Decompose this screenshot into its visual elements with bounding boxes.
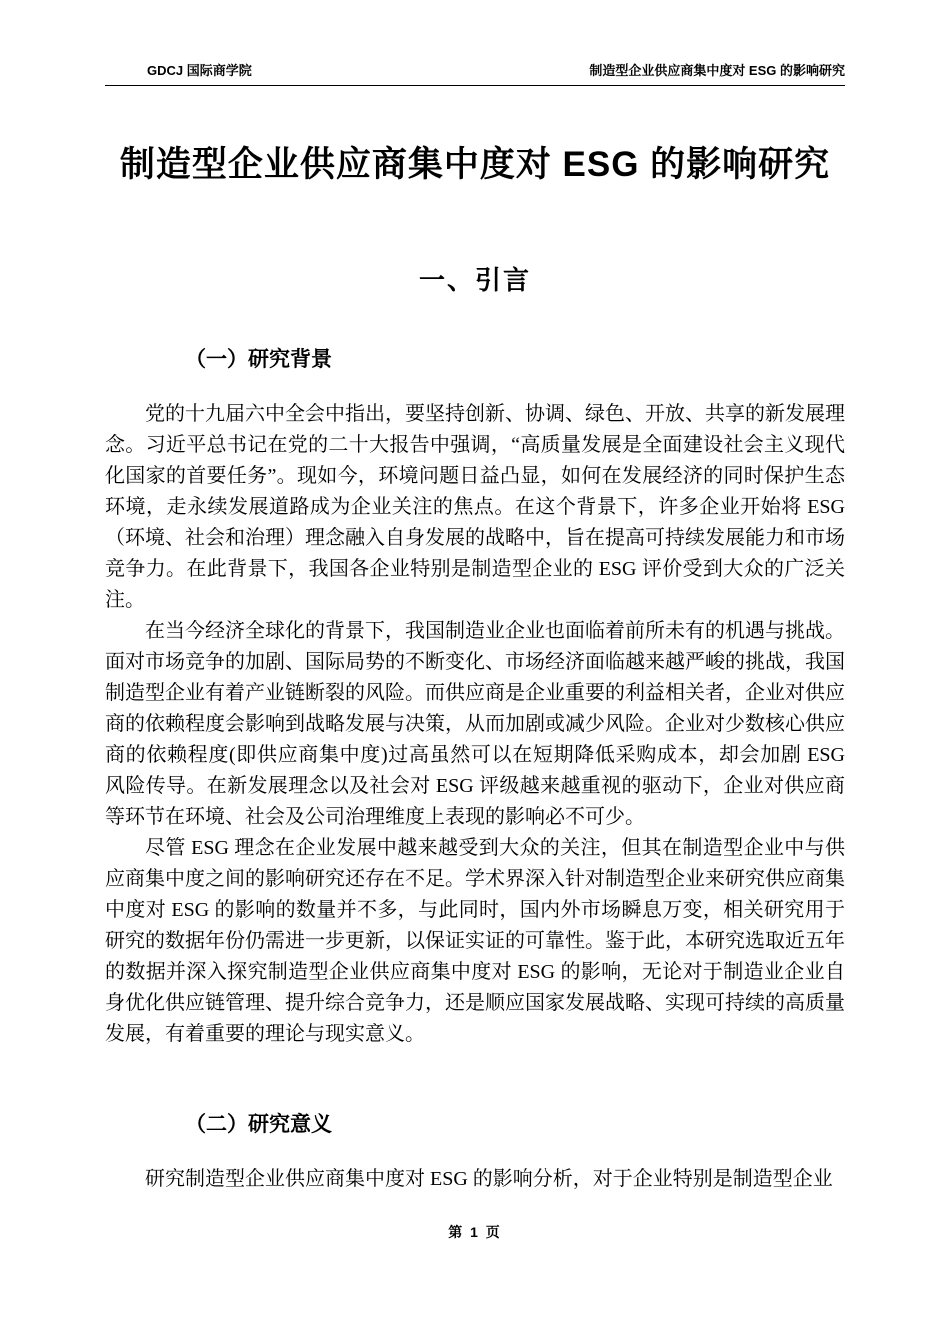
subsection-heading-research-background: （一）研究背景 [185, 348, 332, 371]
paragraph: 研究制造型企业供应商集中度对 ESG 的影响分析，对于企业特别是制造型企业 [145, 1168, 833, 1190]
section-heading-introduction: 一、引言 [418, 265, 531, 295]
paragraph: 在当今经济全球化的背景下，我国制造业企业也面临着前所未有的机遇与挑战。面对市场竞争的加剧、国际局势的不断变化、市场经济面临越来越严峻的挑战，我国制造型企业有着产业链断裂的风险。而供应商是企业重要的利益相关者，企业对供应商的依赖程度会影响到战略发展与决策，从而加剧或减少风险。企业对少数核心供应商的依赖程度(即供应商集中度)过高虽然可以在短期降低采购成本，却会加剧 ESG 风险传导。在新发展理念以及社会对 ESG 评级越来越重视的驱动下，企业对供应商等环节在环境、社会及公司治理维度上表现的影响必不可少。 [105, 620, 845, 828]
header-school-name: GDCJ 国际商学院 [147, 63, 252, 78]
header-document-title: 制造型企业供应商集中度对 ESG 的影响研究 [589, 63, 845, 78]
paragraph: 尽管 ESG 理念在企业发展中越来越受到大众的关注，但其在制造型企业中与供应商集中度之间的影响研究还存在不足。学术界深入针对制造型企业来研究供应商集中度对 ESG 的影响的数量并不多，与此同时，国内外市场瞬息万变，相关研究用于研究的数据年份仍需进一步更新，以保证实证的可靠性。鉴于此，本研究选取近五年的数据并深入探究制造型企业供应商集中度对 ESG 的影响，无论对于制造业企业自身优化供应链管理、提升综合竞争力，还是顺应国家发展战略、实现可持续的高质量发展，有着重要的理论与现实意义。 [105, 837, 845, 1045]
subsection-heading-research-significance: （二）研究意义 [185, 1113, 332, 1136]
page-header [105, 60, 845, 86]
document-title: 制造型企业供应商集中度对 ESG 的影响研究 [119, 145, 831, 184]
page-number: 第 1 页 [448, 1224, 502, 1240]
paragraph: 党的十九届六中全会中指出，要坚持创新、协调、绿色、开放、共享的新发展理念。习近平总书记在党的二十大报告中强调，“高质量发展是全面建设社会主义现代化国家的首要任务”。现如今，环境问题日益凸显，如何在发展经济的同时保护生态环境，走永续发展道路成为企业关注的焦点。在这个背景下，许多企业开始将 ESG（环境、社会和治理）理念融入自身发展的战略中，旨在提高可持续发展能力和市场竞争力。在此背景下，我国各企业特别是制造型企业的 ESG 评价受到大众的广泛关注。 [105, 403, 845, 611]
